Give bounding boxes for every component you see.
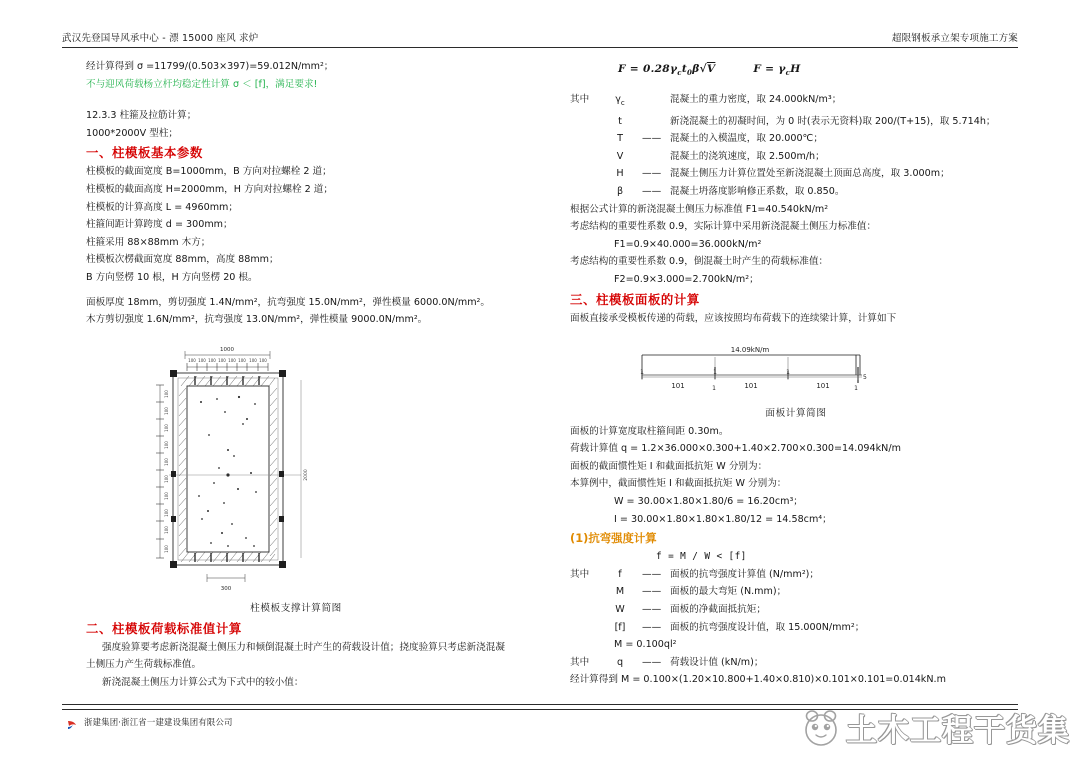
load-design-line: 荷载计算值 q = 1.2×36.000×0.300+1.40×2.700×0.300=14.094kN/m bbox=[570, 443, 901, 455]
where-dash: —— bbox=[642, 568, 662, 580]
where-dash bbox=[642, 91, 670, 113]
where-text: 混凝土的浇筑速度，取 2.500m/h； bbox=[670, 150, 825, 162]
moment-result-line: 经计算得到 M = 0.100×(1.20×10.800+1.40×0.810)×0.101×0.101=0.014kN.m bbox=[570, 674, 946, 686]
where-row bbox=[570, 183, 1022, 201]
footer-divider-thick bbox=[62, 704, 1018, 705]
where-row bbox=[570, 165, 1022, 183]
where-row bbox=[570, 91, 1022, 113]
watermark-text: 土木工程干货集 bbox=[846, 713, 1070, 749]
column-type: 1000*2000V 型柱； bbox=[86, 127, 179, 139]
symbol-V: V bbox=[616, 150, 624, 162]
param-line: 柱模板的截面宽度 B=1000mm，B 方向对拉螺栓 2 道； bbox=[86, 166, 332, 178]
header-left-title: 武汉先登国导风承中心 - 漂 15000 座风 求炉 bbox=[62, 33, 259, 44]
line-importance-1: 考虑结构的重要性系数 0.9，实际计算中采用新浇混凝土侧压力标准值： bbox=[570, 221, 877, 233]
calc-result-line: 经计算得到 σ =11799/(0.503×397)=59.012N/mm²； bbox=[86, 61, 334, 72]
where-text: 混凝土的重力密度，取 24.000kN/m³； bbox=[670, 94, 842, 106]
beam-span-label: 101 bbox=[744, 382, 758, 390]
svg-text:100: 100 bbox=[198, 358, 206, 363]
beam-span-label: 101 bbox=[816, 382, 830, 390]
where-text: 面板的最大弯矩 (N.mm)； bbox=[670, 586, 787, 598]
column-formwork-section-figure bbox=[155, 340, 445, 595]
svg-text:100: 100 bbox=[164, 492, 169, 500]
symbol-t: t bbox=[618, 115, 622, 127]
heading-basic-parameters: 一、柱模板基本参数 bbox=[86, 145, 203, 161]
where-text: 混凝土坍落度影响修正系数，取 0.850。 bbox=[670, 185, 845, 197]
beam-node-mark: 1 bbox=[712, 385, 716, 392]
beam-load-label: 14.09kN/m bbox=[730, 346, 770, 354]
where-text: 面板的净截面抵抗矩； bbox=[670, 603, 766, 615]
heading-load-standard: 二、柱模板荷载标准值计算 bbox=[86, 620, 242, 636]
where-dash: —— bbox=[642, 603, 662, 615]
figure-caption-panel: 面板计算简图 bbox=[765, 408, 827, 419]
beam-node-mark: 1 bbox=[713, 369, 717, 376]
svg-text:100: 100 bbox=[164, 458, 169, 466]
header-divider bbox=[62, 47, 1018, 48]
line-f1-standard: 根据公式计算的新浇混凝土侧压力标准值 F1=40.540kN/m² bbox=[570, 203, 829, 215]
calc-moment-inertia: I = 30.00×1.80×1.80×1.80/12 = 14.58cm⁴； bbox=[614, 513, 832, 525]
svg-text:100: 100 bbox=[164, 424, 169, 432]
svg-text:100: 100 bbox=[164, 407, 169, 415]
where-label: 其中 bbox=[570, 656, 590, 668]
where-text: 混凝土的入模温度，取 20.000℃； bbox=[670, 133, 823, 145]
svg-text:100: 100 bbox=[164, 390, 169, 398]
where-row bbox=[570, 566, 1022, 584]
where-label: 其中 bbox=[570, 94, 590, 106]
svg-text:100: 100 bbox=[164, 526, 169, 534]
svg-text:100: 100 bbox=[164, 475, 169, 483]
zhejian-logo-icon bbox=[66, 716, 79, 729]
section-props-line-2: 本算例中，截面惯性矩 I 和截面抵抗矩 W 分别为： bbox=[570, 478, 787, 490]
calc-section-modulus: W = 30.00×1.80×1.80/6 = 16.20cm³； bbox=[614, 495, 803, 507]
beam-node-mark: 1 bbox=[640, 369, 644, 376]
material-timber-line: 木方剪切强度 1.6N/mm²，抗弯强度 13.0N/mm²，弹性模量 9000.0N/mm²。 bbox=[86, 314, 428, 326]
cad-dim-bottom: 300 bbox=[220, 586, 232, 592]
svg-text:100: 100 bbox=[208, 358, 216, 363]
calc-f2: F2=0.9×3.000=2.700kN/m²； bbox=[614, 273, 759, 285]
line-importance-2: 考虑结构的重要性系数 0.9，倒混凝土时产生的荷载标准值： bbox=[570, 256, 829, 268]
where-row bbox=[570, 583, 1022, 601]
heading-panel-calc: 三、柱模板面板的计算 bbox=[570, 291, 700, 307]
svg-text:100: 100 bbox=[164, 509, 169, 517]
where-label: 其中 bbox=[570, 568, 590, 580]
beam-span-label: 101 bbox=[671, 382, 685, 390]
left-text-column bbox=[86, 58, 506, 329]
beam-node-mark: 1 bbox=[854, 385, 858, 392]
svg-text:100: 100 bbox=[218, 358, 226, 363]
svg-text:100: 100 bbox=[228, 358, 236, 363]
cad-dim-top: 1000 bbox=[220, 347, 234, 353]
symbol-W: W bbox=[615, 603, 625, 615]
panda-face-mark-icon bbox=[800, 707, 842, 749]
symbol-f: f bbox=[618, 568, 622, 580]
left-text-column-lower bbox=[86, 600, 506, 691]
where-text: 新浇混凝土的初凝时间，为 0 时(表示无资料)取 200/(T+15)，取 5.714h； bbox=[670, 115, 996, 127]
symbol-T: T bbox=[617, 133, 623, 145]
where-row bbox=[570, 654, 1022, 672]
param-line: 柱箍采用 88×88mm 木方； bbox=[86, 236, 211, 248]
param-line: 柱模板次楞截面宽度 88mm，高度 88mm； bbox=[86, 254, 279, 266]
where-dash: —— bbox=[642, 168, 662, 180]
pressure-formula-row bbox=[570, 58, 1022, 84]
panel-width-line: 面板的计算宽度取柱箍间距 0.30m。 bbox=[570, 425, 729, 437]
param-line: B 方向竖楞 10 根，H 方向竖楞 20 根。 bbox=[86, 271, 258, 283]
where-row bbox=[570, 130, 1022, 148]
symbol-q: q bbox=[616, 656, 624, 668]
where-row bbox=[570, 148, 1022, 166]
svg-text:100: 100 bbox=[164, 545, 169, 553]
continuous-beam-diagram bbox=[600, 343, 1000, 405]
param-line: 柱模板的截面高度 H=2000mm，H 方向对拉螺栓 2 道； bbox=[86, 183, 333, 195]
svg-text:100: 100 bbox=[238, 358, 246, 363]
where-text: 面板的抗弯强度计算值 (N/mm²)； bbox=[670, 568, 820, 580]
section-props-line-1: 面板的截面惯性矩 I 和截面抵抗矩 W 分别为： bbox=[570, 460, 768, 472]
formula-hydrostatic: $F = \gamma_cH$ bbox=[753, 63, 801, 78]
where-text: 混凝土侧压力计算位置处至新浇混凝土顶面总高度，取 3.000m； bbox=[670, 168, 950, 180]
beam-right-label: 5 bbox=[863, 374, 867, 381]
check-note-line: 不与迎风荷载杨立杆均稳定性计算 σ ＜ [f]，满足要求! bbox=[86, 78, 318, 90]
where-text: 荷载设计值 (kN/m)； bbox=[670, 656, 764, 668]
load-paragraph-2: 新浇混凝土侧压力计算公式为下式中的较小值： bbox=[102, 676, 304, 688]
load-paragraph-1: 强度验算要考虑新浇混凝土侧压力和倾倒混凝土时产生的荷载设计值；挠度验算只考虑新浇混凝土侧压力产生荷载标准值。 bbox=[86, 641, 505, 671]
moment-formula-line: M = 0.100ql² bbox=[614, 639, 677, 651]
where-dash: —— bbox=[642, 586, 662, 598]
beam-node-mark: 1 bbox=[786, 369, 790, 376]
symbol-H: H bbox=[616, 168, 624, 180]
where-dash: —— bbox=[642, 133, 662, 145]
header-right-title: 超限钢板承立架专项施工方案 bbox=[891, 33, 1018, 44]
svg-text:100: 100 bbox=[259, 358, 267, 363]
where-dash: —— bbox=[642, 621, 662, 633]
footer-company-name: 浙建集团·浙江省一建建设集团有限公司 bbox=[84, 717, 233, 727]
material-panel-line: 面板厚度 18mm，剪切强度 1.4N/mm²，抗弯强度 15.0N/mm²，弹性模量 6000.0N/mm²。 bbox=[86, 296, 490, 308]
section-number: 12.3.3 柱箍及拉筋计算； bbox=[86, 110, 197, 122]
param-line: 柱模板的计算高度 L = 4960mm； bbox=[86, 201, 238, 213]
footer-divider-thin bbox=[62, 709, 1018, 710]
symbol-f-bracket: [f] bbox=[614, 621, 626, 633]
param-line: 柱箍间距计算跨度 d = 300mm； bbox=[86, 219, 233, 231]
symbol-M: M bbox=[615, 586, 625, 598]
calc-f1: F1=0.9×40.000=36.000kN/m² bbox=[614, 238, 762, 250]
right-text-column bbox=[570, 58, 1022, 327]
where-row bbox=[570, 619, 1022, 637]
where-dash: —— bbox=[642, 656, 662, 668]
panel-paragraph: 面板直接承受模板传递的荷载，应该按照均布荷载下的连续梁计算，计算如下 bbox=[570, 312, 897, 324]
symbol-beta: β bbox=[616, 185, 624, 197]
symbol-gamma-c: $\gamma_c$ bbox=[615, 94, 625, 108]
figure-caption-formwork: 柱模板支撑计算简图 bbox=[250, 603, 342, 614]
where-text: 面板的抗弯强度设计值，取 15.000N/mm²； bbox=[670, 621, 865, 633]
svg-text:100: 100 bbox=[164, 441, 169, 449]
formula-bending-strength: f = M / W < [f] bbox=[656, 551, 747, 563]
svg-text:100: 100 bbox=[249, 358, 257, 363]
heading-bending-strength: (1)抗弯强度计算 bbox=[570, 531, 657, 546]
formula-lateral-pressure: $F = 0.28\gamma_ct_0\beta√V$ bbox=[618, 63, 716, 78]
where-row bbox=[570, 113, 1022, 131]
right-text-column-lower bbox=[570, 405, 1022, 689]
watermark-overlay bbox=[800, 705, 1070, 750]
svg-text:100: 100 bbox=[188, 358, 196, 363]
page-header bbox=[62, 30, 1018, 54]
where-dash: —— bbox=[642, 185, 662, 197]
where-row bbox=[570, 601, 1022, 619]
cad-dim-right: 2000 bbox=[304, 469, 309, 481]
